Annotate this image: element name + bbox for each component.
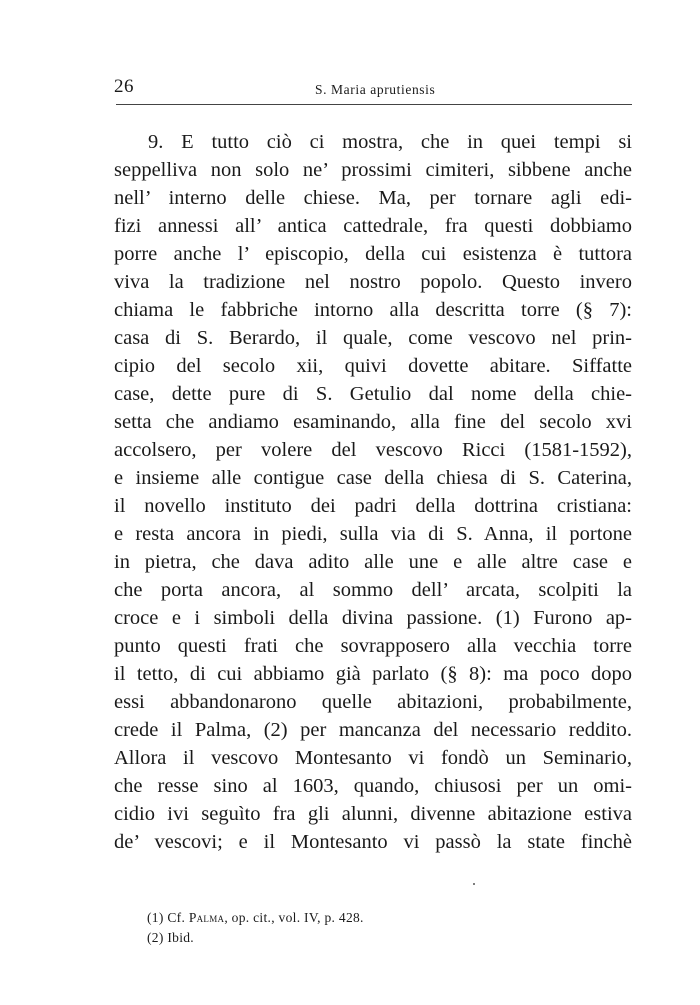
footnote-text: Cf. (167, 910, 186, 925)
footnotes (147, 908, 364, 948)
print-speck (473, 883, 475, 885)
text-line: 9. E tutto ciò ci mostra, che in quei tempi si (148, 131, 632, 153)
text-line: essi abbandonarono quelle abitazioni, probabilmente, (114, 691, 632, 713)
footnote-marker: (2) (147, 930, 164, 945)
text-line: e resta ancora in piedi, sulla via di S. Anna, il portone (114, 523, 632, 545)
text-line: in pietra, che dava adito alle une e alle altre case e (114, 551, 632, 573)
text-line: accolsero, per volere del vescovo Ricci (1581-1592), (114, 439, 632, 461)
footnote-marker: (1) (147, 910, 164, 925)
text-line: casa di S. Berardo, il quale, come vescovo nel prin- (114, 327, 632, 349)
text-line: porre anche l’ episcopio, della cui esistenza è tuttora (114, 243, 632, 265)
text-line: Allora il vescovo Montesanto vi fondò un Seminario, (114, 747, 632, 769)
footnote-citation: , op. cit., vol. IV, p. 428. (224, 910, 364, 925)
text-line: seppelliva non solo ne’ prossimi cimiteri, sibbene anche (114, 159, 632, 181)
footnote-author: Palma (188, 910, 225, 925)
footnote (147, 928, 364, 948)
page-header (114, 76, 632, 106)
text-line: che porta ancora, al sommo dell’ arcata, scolpiti la (114, 579, 632, 601)
running-title: S. Maria aprutiensis (315, 82, 436, 97)
text-line: cidio ivi seguìto fra gli alunni, divenne abitazione estiva (114, 803, 632, 825)
footnote-text: Ibid. (167, 930, 194, 945)
footnote (147, 908, 364, 928)
text-line: punto questi frati che sovrapposero alla vecchia torre (114, 635, 632, 657)
text-line: viva la tradizione nel nostro popolo. Questo invero (114, 271, 632, 293)
text-line: croce e i simboli della divina passione. (1) Furono ap- (114, 607, 632, 629)
text-line: che resse sino al 1603, quando, chiusosi per un omi- (114, 775, 632, 797)
text-line: il novello instituto dei padri della dottrina cristiana: (114, 495, 632, 517)
text-line: de’ vescovi; e il Montesanto vi passò la state finchè (114, 831, 632, 853)
text-line: e insieme alle contigue case della chiesa di S. Caterina, (114, 467, 632, 489)
text-line: nell’ interno delle chiese. Ma, per tornare agli edi- (114, 187, 632, 209)
text-line: fizi annessi all’ antica cattedrale, fra questi dobbiamo (114, 215, 632, 237)
text-line: case, dette pure di S. Getulio dal nome della chie- (114, 383, 632, 405)
text-line: crede il Palma, (2) per mancanza del necessario reddito. (114, 719, 632, 741)
text-line: chiama le fabbriche intorno alla descritta torre (§ 7): (114, 299, 632, 321)
text-line: cipio del secolo xii, quivi dovette abitare. Siffatte (114, 355, 632, 377)
body-text (114, 128, 632, 856)
page-number: 26 (114, 76, 134, 97)
text-line: setta che andiamo esaminando, alla fine del secolo xvi (114, 411, 632, 433)
text-line: il tetto, di cui abbiamo già parlato (§ 8): ma poco dopo (114, 663, 632, 685)
header-rule (116, 104, 632, 105)
